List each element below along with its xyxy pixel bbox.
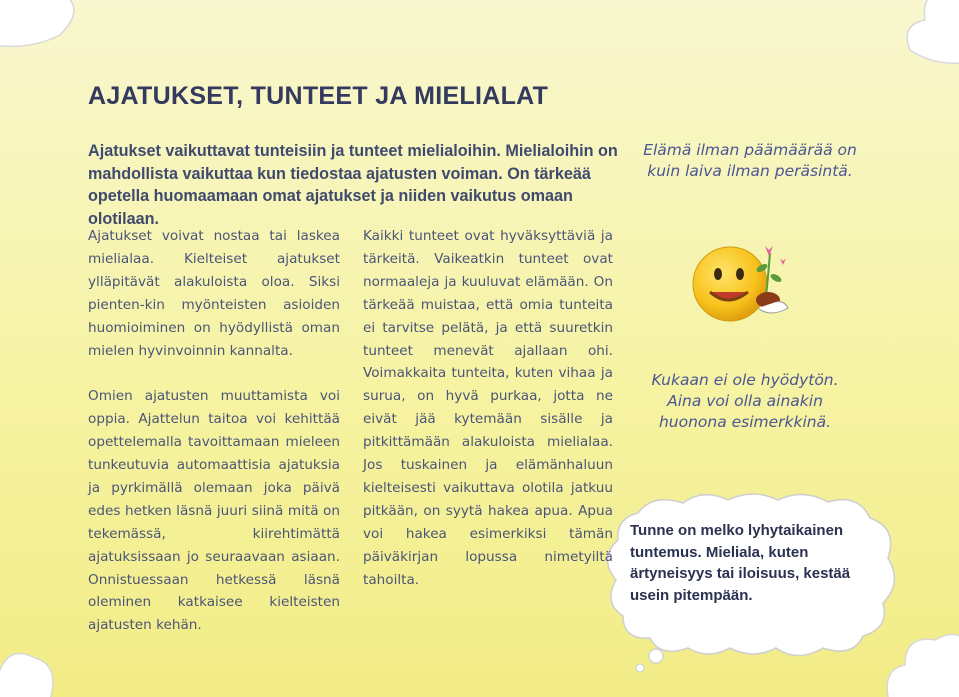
left-paragraph-2: Omien ajatusten muuttamista voi oppia. Ajattelun taitoa voi kehittää opettelemalla tavoittamaan mieleen tunkeutuvia automaattisia ajatuksia ja pyrkimällä olemaan joka päivä edes hetken läsnä juuri siinä mitä on tekemässä, kiirehtimättä ajatuksissaan jo seuraavaan asiaan. Onnistuessaan hetkessä läsnä oleminen katkaisee kielteisten ajatusten kehän.: [88, 388, 340, 634]
page-title: AJATUKSET, TUNTEET JA MIELIALAT: [88, 82, 549, 110]
cloud-top-right-icon: [900, 0, 959, 70]
smiley-with-plant-icon: [688, 238, 798, 328]
quote-middle: Kukaan ei ole hyödytön. Aina voi olla ainakin huonona esimerkkinä.: [651, 371, 839, 431]
cloud-bottom-left-icon: [0, 640, 60, 697]
quote-top: Elämä ilman päämäärää on kuin laiva ilman peräsintä.: [643, 141, 857, 180]
speech-bubble-text: Tunne on melko lyhytaikainen tuntemus. Mieliala, kuten ärtyneisyys tai iloisuus, kestää usein pitempään.: [630, 522, 851, 604]
left-paragraph-1: Ajatukset voivat nostaa tai laskea mielialaa. Kielteiset ajatukset ylläpitävät alakuloista oloa. Siksi pienten-kin myönteisten asioiden huomioiminen on hyödyllistä oman mielen hyvinvoinnin kannalta.: [88, 228, 340, 359]
middle-paragraph-1: Kaikki tunteet ovat hyväksyttäviä ja tärkeitä. Vaikeatkin tunteet ovat normaaleja ja kuuluvat elämään. On tärkeää muistaa, että omia tunteita ei tarvitse pelätä, ja että suuretkin tunteet menevät ajallaan ohi. Voimakkaita tunteita, kuten vihaa ja surua, on hyvä purkaa, jotta ne eivät jää kytemään sisälle ja pitkittämään alakuloista mielialaa. Jos tuskainen ja elämänhaluun kielteisesti vaikuttava olotila jatkuu pitkään, on syytä hakea apua. Apua voi hakea esimerkiksi tämän päiväkirjan lopussa nimetyiltä tahoilta.: [363, 228, 613, 588]
intro-paragraph: Ajatukset vaikuttavat tunteisiin ja tunteet mielialoihin. Mielialoihin on mahdollista vaikuttaa kun tiedostaa ajatusten voiman. On tärkeää opetella huomaamaan omat ajatukset ja niiden vaikutus omaan olotilaan.: [88, 142, 618, 228]
cloud-top-left-icon: [0, 0, 80, 55]
text-column-left: [88, 225, 340, 637]
text-column-middle: [363, 225, 613, 592]
